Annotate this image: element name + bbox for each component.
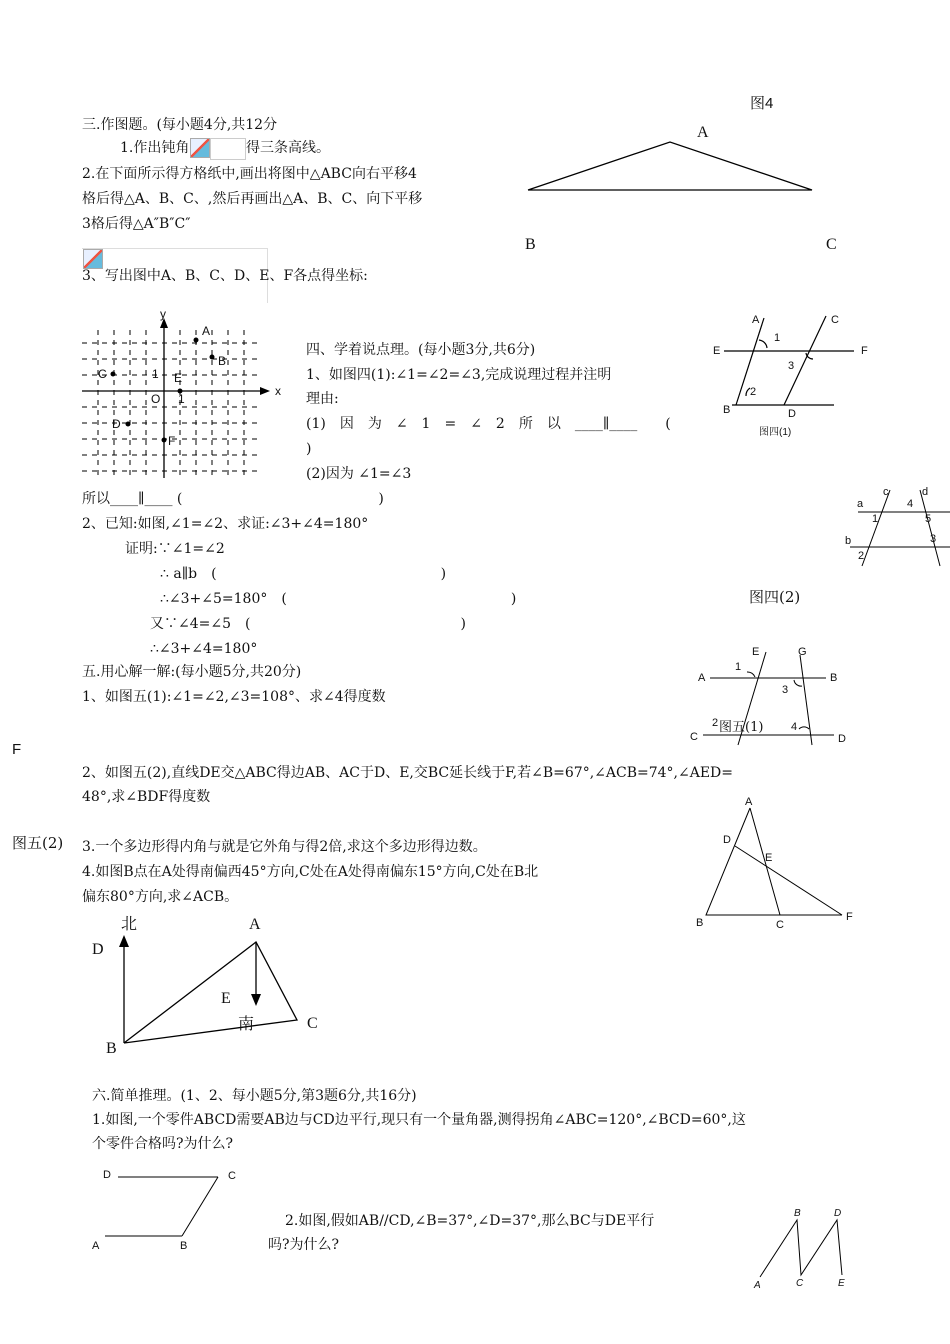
sec5-f-label: F bbox=[12, 741, 22, 758]
fig51-n3: 3 bbox=[782, 684, 789, 696]
fig52-a: A bbox=[745, 796, 753, 808]
grid-point-a: A bbox=[202, 324, 211, 338]
zz-d: D bbox=[834, 1208, 842, 1219]
sec4-q1-line2: 理由: bbox=[306, 391, 339, 407]
part-c: C bbox=[228, 1170, 236, 1182]
sec4-title: 四、学着说点理。(每小题3分,共6分) bbox=[306, 342, 536, 358]
fig41-b: B bbox=[723, 404, 731, 416]
fig41-a: A bbox=[752, 314, 760, 326]
fig52-d: D bbox=[723, 834, 731, 846]
sec3-title: 三.作图题。(每小题4分,共12分 bbox=[82, 117, 278, 133]
grid-point-c: C bbox=[98, 367, 107, 381]
fig42-caption: 图四(2) bbox=[749, 588, 801, 606]
sec5-q2-line2: 48°,求∠BDF得度数 bbox=[82, 789, 211, 805]
grid-point-b: B bbox=[218, 354, 227, 368]
fig4-caption: 图4 bbox=[750, 95, 774, 112]
sec3-q2-line1: 2.在下面所示得方格纸中,画出将图中△ABC向右平移4 bbox=[82, 166, 417, 182]
compass-d: D bbox=[92, 941, 104, 958]
sec3-q2-line3: 3格后得△A″B″C″ bbox=[82, 216, 191, 232]
sec6-q1-line2: 个零件合格吗?为什么? bbox=[92, 1136, 234, 1152]
fig42-n2: 2 bbox=[858, 550, 865, 562]
grid-x-label: x bbox=[275, 384, 281, 398]
fig52-b: B bbox=[696, 917, 704, 929]
part-d: D bbox=[103, 1169, 111, 1181]
grid-y-label: y bbox=[160, 307, 166, 321]
sec5-q4-line1: 4.如图B点在A处得南偏西45°方向,C处在A处得南偏东15°方向,C处在B北 bbox=[82, 864, 539, 880]
zz-b: B bbox=[794, 1208, 801, 1219]
fig52-e: E bbox=[765, 852, 773, 864]
sec4-proof-5: ∴∠3+∠4=180° bbox=[150, 641, 258, 657]
fig41-c: C bbox=[831, 314, 839, 326]
sec6-q1-line1: 1.如图,一个零件ABCD需要AB边与CD边平行,现只有一个量角器,测得拐角∠ABC=120°,∠BCD=60°,这 bbox=[92, 1112, 746, 1128]
compass-e: E bbox=[221, 990, 231, 1007]
fig51-e: E bbox=[752, 646, 760, 658]
sec4-proof-1: 证明:∵∠1=∠2 bbox=[125, 541, 225, 557]
fig51-c: C bbox=[690, 731, 698, 743]
compass-a: A bbox=[249, 916, 261, 933]
fig51-caption: 图五(1) bbox=[719, 720, 764, 735]
sec6-q2-line1: 2.如图,假如AB//CD,∠B=37°,∠D=37°,那么BC与DE平行 bbox=[285, 1213, 655, 1229]
part-b: B bbox=[180, 1240, 188, 1252]
fig41-n1: 1 bbox=[774, 332, 781, 344]
compass-c: C bbox=[307, 1015, 318, 1032]
sec4-proof-4: 又∵∠4=∠5 ( ) bbox=[150, 616, 466, 632]
fig4-label-a: A bbox=[697, 124, 709, 141]
fig51-n4: 4 bbox=[791, 721, 798, 733]
zz-e: E bbox=[838, 1278, 845, 1289]
fig42-n3: 3 bbox=[930, 533, 937, 545]
sec4-q2: 2、已知:如图,∠1=∠2、求证:∠3+∠4=180° bbox=[82, 516, 369, 532]
sec3-q1b: 得三条高线。 bbox=[246, 140, 330, 156]
grid-point-e: E bbox=[174, 371, 183, 385]
sec4-proof-3: ∴∠3+∠5=180° ( ) bbox=[160, 591, 517, 607]
fig41-n3: 3 bbox=[788, 360, 795, 372]
grid-one-x: 1 bbox=[178, 392, 185, 406]
fig41-n2: 2 bbox=[750, 386, 757, 398]
sec4-q1-line1: 1、如图四(1):∠1=∠2=∠3,完成说理过程并注明 bbox=[306, 367, 612, 383]
sec5-q4-line2: 偏东80°方向,求∠ACB。 bbox=[82, 889, 239, 905]
fig42-n1: 1 bbox=[872, 513, 879, 525]
sec5-q3: 3.一个多边形得内角与就是它外角与得2倍,求这个多边形得边数。 bbox=[82, 839, 487, 855]
fig41-f: F bbox=[861, 345, 868, 357]
sec6-q2-line2: 吗?为什么? bbox=[268, 1237, 340, 1253]
fig51-b: B bbox=[830, 672, 838, 684]
zz-c: C bbox=[796, 1278, 804, 1289]
fig51-d: D bbox=[838, 733, 846, 745]
fig52-c: C bbox=[776, 919, 784, 931]
fig41-d: D bbox=[788, 408, 796, 420]
zz-a: A bbox=[754, 1280, 761, 1291]
sec4-proof-2: ∴ a∥b ( ) bbox=[160, 566, 447, 582]
fig42-a: a bbox=[857, 498, 864, 510]
fig51-g: G bbox=[798, 646, 807, 658]
fig42-d: d bbox=[922, 486, 929, 498]
fig41-e: E bbox=[713, 345, 721, 357]
sec5-title: 五.用心解一解:(每小题5分,共20分) bbox=[82, 664, 302, 680]
sec4-p1: (1) 因 为 ∠ 1 = ∠ 2 所 以 ____∥____ ( bbox=[306, 416, 671, 432]
fig42-b: b bbox=[845, 535, 852, 547]
sec4-p2: (2)因为 ∠1=∠3 bbox=[306, 466, 412, 482]
sec4-p1-close: ) bbox=[306, 441, 312, 457]
grid-one-y: 1 bbox=[152, 367, 159, 381]
sec3-q2-line2: 格后得△A、B、C、,然后再画出△A、B、C、向下平移 bbox=[82, 191, 423, 207]
sec3-q3: 3、写出图中A、B、C、D、E、F各点得坐标: bbox=[82, 268, 368, 284]
fig42-n4: 4 bbox=[907, 498, 914, 510]
compass-north: 北 bbox=[121, 916, 138, 933]
fig4-label-c: C bbox=[826, 236, 837, 253]
grid-point-f: F bbox=[168, 434, 176, 448]
grid-point-d: D bbox=[112, 417, 121, 431]
part-a: A bbox=[92, 1240, 100, 1252]
sec6-title: 六.简单推理。(1、2、每小题5分,第3题6分,共16分) bbox=[92, 1088, 417, 1104]
fig52-f: F bbox=[846, 911, 853, 923]
sec4-p3: 所以____∥____ ( ) bbox=[82, 491, 384, 507]
sec5-q2-line1: 2、如图五(2),直线DE交△ABC得边AB、AC于D、E,交BC延长线于F,若∠B=67°,∠ACB=74°,∠AED= bbox=[82, 765, 733, 781]
fig51-n2: 2 bbox=[712, 717, 719, 729]
fig51-a: A bbox=[698, 672, 706, 684]
sec5-q1: 1、如图五(1):∠1=∠2,∠3=108°、求∠4得度数 bbox=[82, 689, 386, 705]
sec5-fig52-caption: 图五(2) bbox=[12, 834, 64, 852]
compass-south: 南 bbox=[238, 1016, 255, 1033]
grid-origin-label: O bbox=[151, 392, 161, 406]
sec3-q1a: 1.作出钝角 bbox=[120, 140, 190, 156]
fig4-label-b: B bbox=[525, 236, 536, 253]
fig51-n1: 1 bbox=[735, 661, 742, 673]
fig42-n5: 5 bbox=[925, 513, 932, 525]
fig42-c: c bbox=[883, 486, 889, 498]
fig41-caption: 图四(1) bbox=[759, 427, 792, 438]
compass-b: B bbox=[106, 1040, 117, 1057]
